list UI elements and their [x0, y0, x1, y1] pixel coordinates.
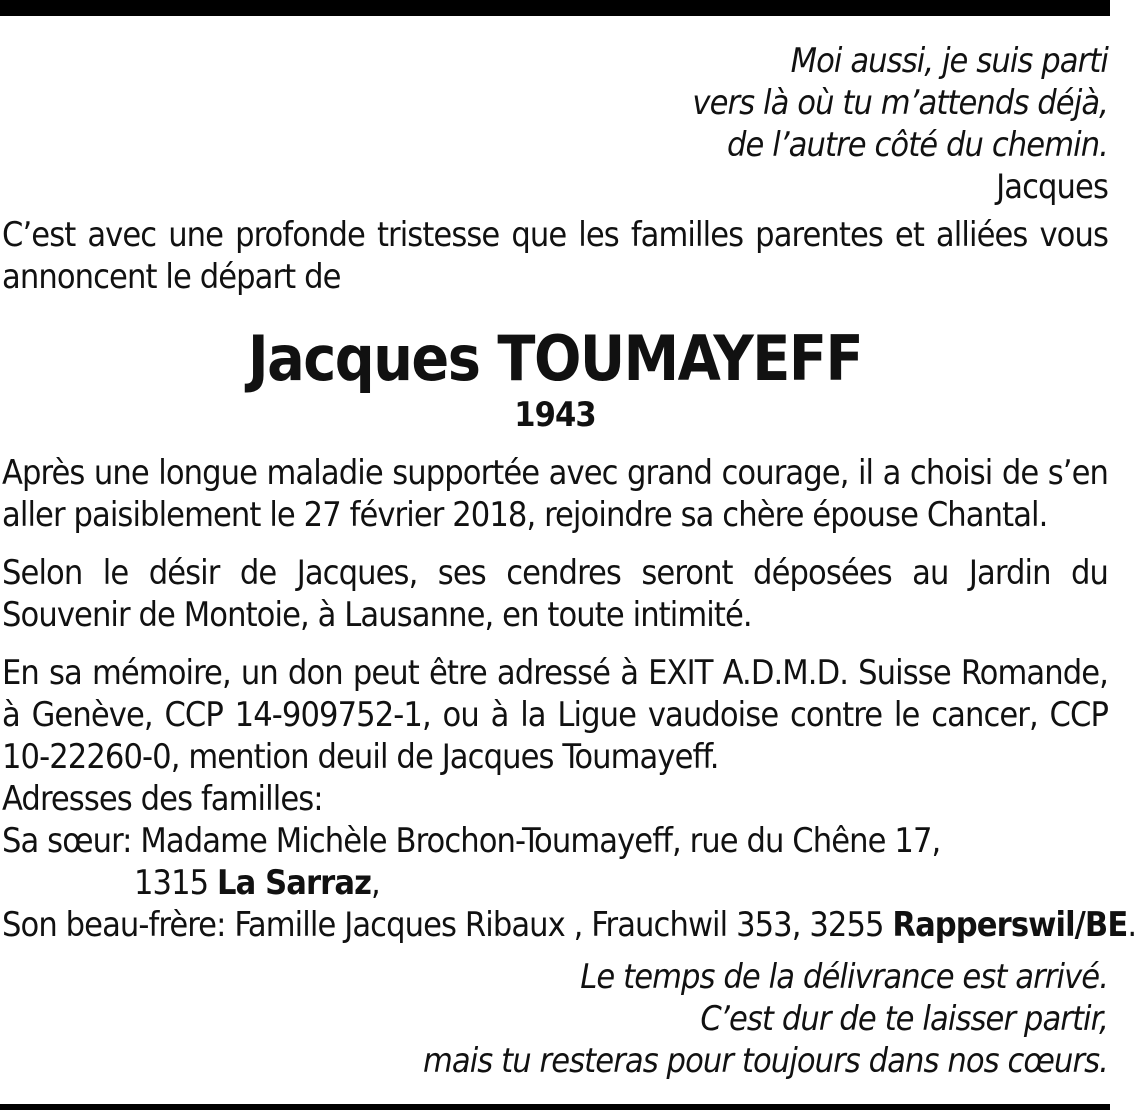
epitaph-line: Moi aussi, je suis parti — [790, 41, 1108, 81]
address-sister-locality — [2, 862, 1108, 904]
address-sister — [2, 820, 1108, 862]
addresses-heading: Adresses des familles: — [2, 779, 323, 819]
closing-line: mais tu resteras pour toujours dans nos cœurs. — [422, 1041, 1108, 1081]
address-sister-suffix: , — [371, 863, 380, 903]
address-brother-suffix: . — [1127, 905, 1136, 945]
obituary — [2, 40, 1136, 1082]
family-addresses — [2, 778, 1136, 946]
epitaph-line: de l’autre côté du chemin. — [726, 125, 1108, 165]
closing-line: Le temps de la délivrance est arrivé. — [580, 957, 1108, 997]
address-brother-city: Rapperswil/BE — [892, 905, 1128, 945]
deceased-year: 1943 — [514, 395, 596, 435]
address-sister-label: Sa sœur: — [2, 821, 132, 861]
paragraph-ashes: Selon le désir de Jacques, ses cendres seront déposées au Jardin du Souvenir de Montoie, à Lausanne, en toute intimité. — [2, 553, 1108, 635]
address-brother-label: Son beau-frère: — [2, 905, 226, 945]
epitaph-line: vers là où tu m’attends déjà, — [692, 83, 1108, 123]
closing-verse — [2, 956, 1108, 1082]
address-brother-text: Famille Jacques Ribaux , Frauchwil 353, 3255 — [234, 905, 884, 945]
address-brother-in-law — [2, 904, 1136, 946]
epitaph — [2, 40, 1108, 208]
paragraph-donation: En sa mémoire, un don peut être adressé à EXIT A.D.M.D. Suisse Romande, à Genève, CCP 14-909752-1, ou à la Ligue vaudoise contre le cancer, CCP 10-22260-0, mention deuil de Jacques Toumayeff. — [2, 653, 1108, 777]
bottom-rule — [0, 1104, 1110, 1110]
address-sister-postcode: 1315 — [134, 863, 209, 903]
address-sister-city: La Sarraz — [217, 863, 371, 903]
top-rule — [0, 0, 1110, 16]
intro-text: C’est avec une profonde tristesse que les familles parentes et alliées vous annoncent le départ de — [2, 215, 1108, 297]
paragraph-illness: Après une longue maladie supportée avec grand courage, il a choisi de s’en aller paisiblement le 27 février 2018, rejoindre sa chère épouse Chantal. — [2, 453, 1108, 535]
deceased-name: Jacques TOUMAYEFF — [247, 322, 863, 395]
address-sister-text: Madame Michèle Brochon-Toumayeff, rue du Chêne 17, — [140, 821, 941, 861]
closing-line: C’est dur de te laisser partir, — [700, 999, 1108, 1039]
epitaph-signature: Jacques — [996, 167, 1108, 207]
